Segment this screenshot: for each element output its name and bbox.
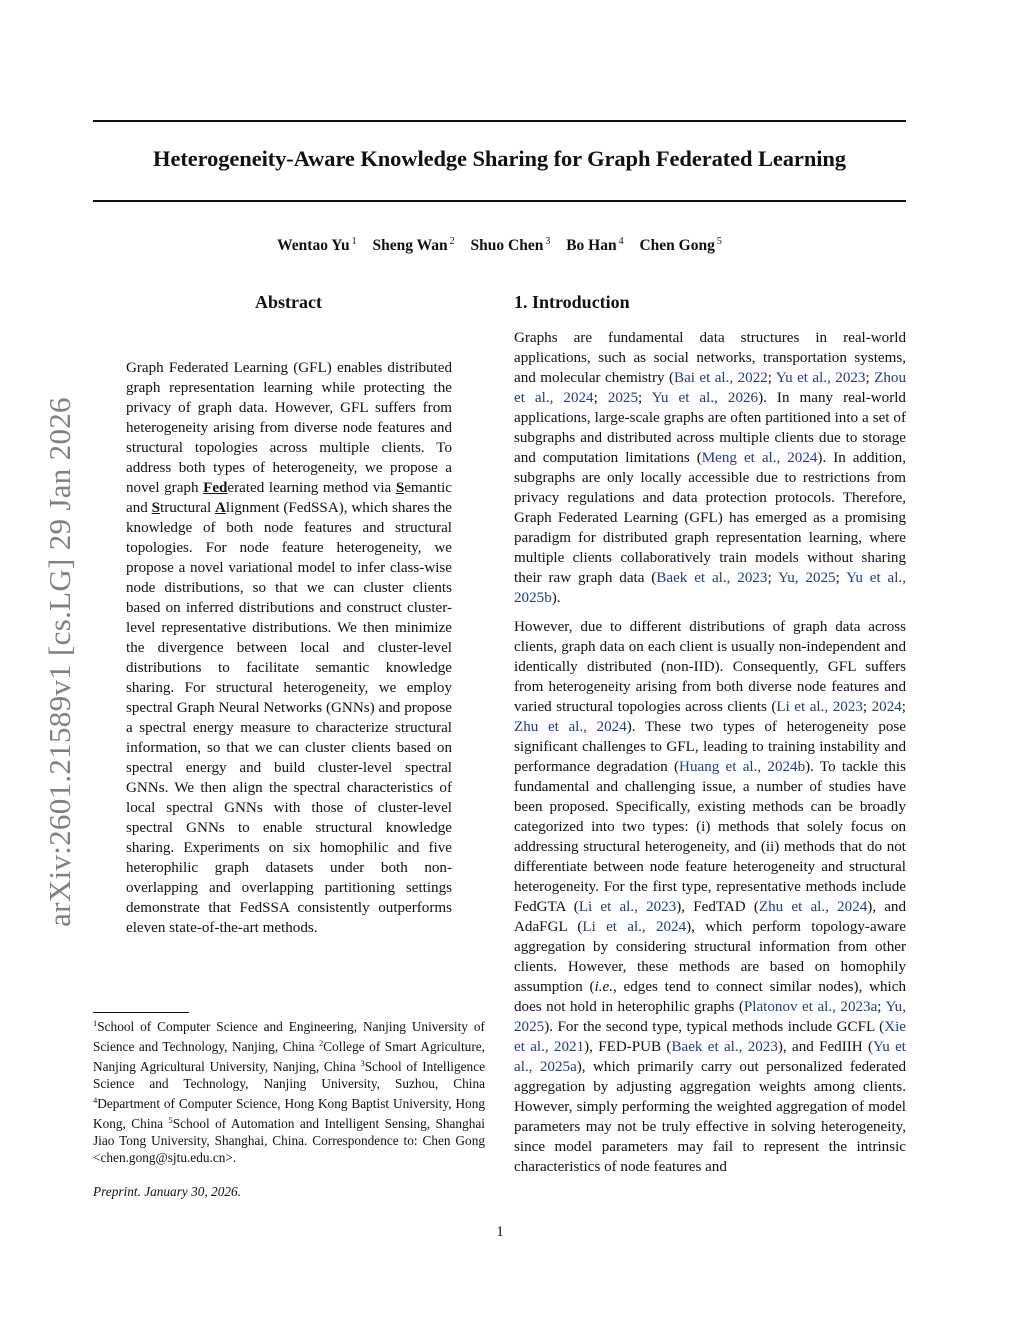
author: Bo Han $^4$: [566, 236, 624, 254]
citation-link[interactable]: Li et al., 2023: [776, 699, 863, 715]
author: Shuo Chen $^3$: [470, 236, 551, 254]
page-number: 1: [496, 1224, 504, 1240]
citation-link[interactable]: Yu et al., 2025a: [514, 1039, 906, 1075]
affiliations-footnote: $^1$School of Computer Science and Engineering, Nanjing University of Science and Technology, Nanjing, China $^2$College of Smart Agriculture, Nanjing Agricultural University, Nanjing, China $^3$School of Intelligence Science and Technology, Nanjing University, Suzhou, China $^4$Department of Computer Science, Hong Kong Baptist University, Hong Kong, China $^5$School of Automation and Intelligent Sensing, Shanghai Jiao Tong University, Shanghai, China. Correspondence to: Chen Gong <chen.gong@sjtu.edu.cn>.: [93, 1018, 486, 1165]
citation-link[interactable]: Yu et al., 2025b: [514, 570, 906, 606]
preprint-note: Preprint. January 30, 2026.: [93, 1184, 241, 1199]
citation-link[interactable]: Platonov et al., 2023a: [743, 999, 878, 1015]
citation-link[interactable]: Yu, 2025: [514, 999, 906, 1035]
author: Wentao Yu $^1$: [277, 236, 357, 254]
citation-link[interactable]: Meng et al., 2024: [701, 450, 818, 466]
italic-text: i.e.: [594, 979, 614, 995]
abstract-heading: Abstract: [255, 292, 322, 312]
citation-link[interactable]: 2024: [871, 699, 902, 715]
citation-link[interactable]: Li et al., 2023: [578, 899, 677, 915]
title-bottom-rule: [93, 200, 906, 202]
title-top-rule: [93, 120, 906, 122]
citation-link[interactable]: Zhu et al., 2024: [514, 719, 627, 735]
citation-link[interactable]: Li et al., 2024: [582, 919, 687, 935]
citation-link[interactable]: Zhou et al., 2024: [514, 370, 906, 406]
introduction-heading: 1. Introduction: [514, 292, 630, 312]
citation-link[interactable]: Xie et al., 2021: [514, 1019, 906, 1055]
intro-paragraph-1: Graphs are fundamental data structures in real-world applications, such as social networks, transportation systems, and molecular chemistry (Bai et al., 2022; Yu et al., 2023; Zhou et al., 2024; 2025; Yu et al., 2026). In many real-world applications, large-scale graphs are often partitioned into a set of subgraphs and distributed across multiple clients due to storage and computation limitations (Meng et al., 2024). In addition, subgraphs are only locally accessible due to restrictions from privacy regulations and data protection protocols. Therefore, Graph Federated Learning (GFL) has emerged as a promising paradigm for distributed graph representation learning, where multiple clients collaboratively train models without sharing their raw graph data (Baek et al., 2023; Yu, 2025; Yu et al., 2025b).: [514, 330, 906, 606]
citation-link[interactable]: Yu et al., 2026: [651, 390, 759, 406]
author: Chen Gong $^5$: [639, 236, 722, 254]
abstract-text: Graph Federated Learning (GFL) enables distributed graph representation learning while protecting the privacy of graph data. However, GFL suffers from heterogeneity arising from diverse node features and structural topologies across multiple clients. To address both types of heterogeneity, we propose a novel graph Federated learning method via Semantic and Structural Alignment (FedSSA), which shares the knowledge of both node features and structural topologies. For node feature heterogeneity, we propose a novel variational model to infer class-wise node distributions, so that we can cluster clients based on inferred distributions and construct cluster-level representative distributions. We then minimize the divergence between local and cluster-level distributions to facilitate semantic knowledge sharing. For structural heterogeneity, we employ spectral Graph Neural Networks (GNNs) and propose a spectral energy measure to characterize structural information, so that we can cluster clients based on spectral energy and build cluster-level spectral GNNs. We then align the spectral characteristics of local spectral GNNs with those of cluster-level spectral GNNs to enable structural knowledge sharing. Experiments on six homophilic and five heterophilic graph datasets under both non-overlapping and overlapping partitioning settings demonstrate that FedSSA consistently outperforms eleven state-of-the-art methods.: [126, 360, 453, 936]
citation-link[interactable]: Yu, 2025: [777, 570, 836, 586]
arxiv-identifier-stamp: arXiv:2601.21589v1 [cs.LG] 29 Jan 2026: [42, 397, 77, 927]
citation-link[interactable]: Bai et al., 2022: [674, 370, 768, 386]
paper-title: Heterogeneity-Aware Knowledge Sharing for Graph Federated Learning: [153, 146, 846, 171]
citation-link[interactable]: Baek et al., 2023: [671, 1039, 778, 1055]
citation-link[interactable]: Yu et al., 2023: [775, 370, 866, 386]
citation-link[interactable]: Huang et al., 2024b: [679, 759, 806, 775]
citation-link[interactable]: Zhu et al., 2024: [758, 899, 868, 915]
citation-link[interactable]: Baek et al., 2023: [656, 570, 768, 586]
footnote-rule: [93, 1012, 189, 1013]
author: Sheng Wan $^2$: [372, 236, 455, 254]
intro-paragraph-2: However, due to different distributions of graph data across clients, graph data on each client is usually non-independent and identically distributed (non-IID). Consequently, GFL suffers from heterogeneity arising from both diverse node features and varied structural topologies across clients (Li et al., 2023; 2024; Zhu et al., 2024). These two types of heterogeneity pose significant challenges to GFL, leading to training instability and performance degradation (Huang et al., 2024b). To tackle this fundamental and challenging issue, a number of studies have been proposed. Specifically, existing methods can be broadly categorized into two types: (i) methods that solely focus on addressing structural heterogeneity, and (ii) methods that do not differentiate between node feature heterogeneity and structural heterogeneity. For the first type, representative methods include FedGTA (Li et al., 2023), FedTAD (Zhu et al., 2024), and AdaFGL (Li et al., 2024), which perform topology-aware aggregation by considering structural information from other clients. However, these methods are based on homophily assumption (i.e., edges tend to connect similar nodes), which does not hold in heterophilic graphs (Platonov et al., 2023a; Yu, 2025). For the second type, typical methods include GCFL (Xie et al., 2021), FED-PUB (Baek et al., 2023), and FedIIH (Yu et al., 2025a), which primarily carry out personalized federated aggregation by adjusting aggregation weights among clients. However, simply performing the weighted aggregation of model parameters may not be truly effective in solving heterogeneity, since model parameters may fail to represent the intrinsic characteristics of node features and: [514, 619, 907, 1175]
author-list: [93, 236, 906, 255]
citation-link[interactable]: 2025: [607, 390, 639, 406]
